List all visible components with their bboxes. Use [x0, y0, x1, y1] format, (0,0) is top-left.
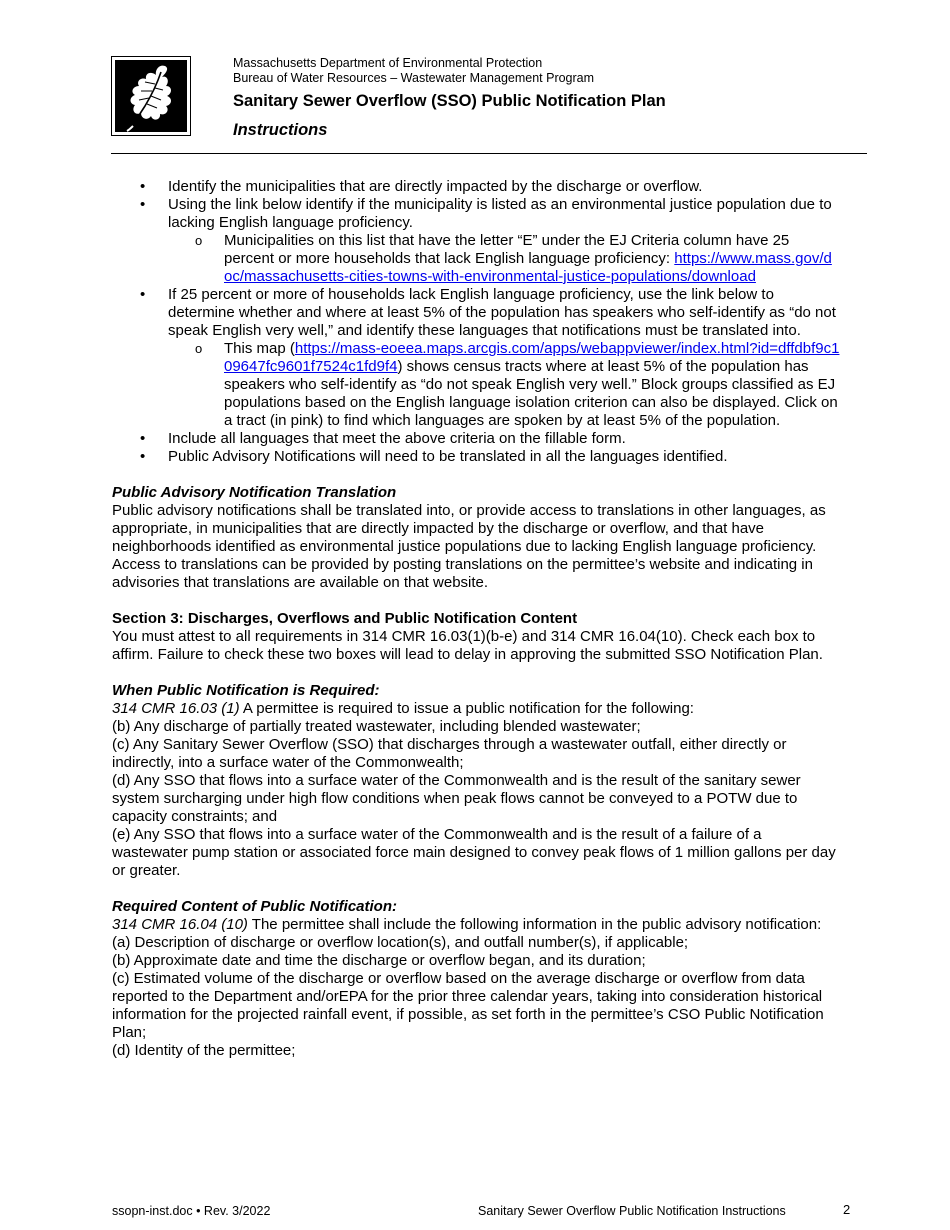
agency-info — [233, 56, 594, 85]
content-item: (b) Approximate date and time the discharge or overflow began, and its duration; — [112, 952, 646, 969]
agency-name: Massachusetts Department of Environmental Protection — [233, 56, 543, 70]
content-item: (c) Estimated volume of the discharge or overflow based on the average discharge or overflow from data reported to the Department and/orEPA for the prior three calendar years, taking into consideration historical information for the projected rainfall event, if possible, as set forth in the permittee’s CSO Public Notification Plan; — [112, 970, 824, 1041]
requirement-item: (d) Any SSO that flows into a surface water of the Commonwealth and is the result of the sanitary sewer system surcharging under high flow conditions when peak flows cannot be conveyed to a POTW due to capacity constraints; and — [112, 772, 801, 825]
section3-heading: Section 3: Discharges, Overflows and Public Notification Content — [112, 610, 578, 627]
regulation-citation: 314 CMR 16.03 (1) — [112, 700, 240, 717]
instruction-list — [112, 178, 840, 466]
requirement-item: (b) Any discharge of partially treated wastewater, including blended wastewater; — [112, 718, 641, 735]
list-item: • Include all languages that meet the above criteria on the fillable form. — [112, 430, 840, 448]
header-divider — [111, 153, 867, 154]
content-item: (d) Identity of the permittee; — [112, 1042, 296, 1059]
ej-municipalities-link[interactable]: https://www.mass.gov/doc/massachusetts-cities-towns-with-environmental-justice-populations/download — [224, 250, 832, 285]
translation-paragraph: Public advisory notifications shall be translated into, or provide access to translations in other languages, as appropriate, in municipalities that are directly impacted by the discharge or overflow, and that have neighborhoods identified as environmental justice populations due to lacking English language proficiency. Access to translations can be provided by posting translations on the permittee’s website and indicating in advisories that translations are available on that website. — [112, 502, 826, 591]
requirement-item: (c) Any Sanitary Sewer Overflow (SSO) that discharges through a wastewater outfall, either directly or indirectly, into a surface water of the Commonwealth; — [112, 736, 787, 771]
required-content-intro: 314 CMR 16.04 (10) The permittee shall include the following information in the public advisory notification: — [112, 916, 822, 933]
oak-leaf-logo-icon — [115, 60, 187, 132]
document-body — [112, 178, 840, 1060]
when-required-heading: When Public Notification is Required: — [112, 682, 380, 699]
list-item: • Identify the municipalities that are directly impacted by the discharge or overflow. — [112, 178, 840, 196]
sub-list — [168, 232, 840, 286]
section3-paragraph: You must attest to all requirements in 314 CMR 16.03(1)(b-e) and 314 CMR 16.04(10). Check each box to affirm. Failure to check these two boxes will lead to delay in approving the submitted SSO Notification Plan. — [112, 628, 823, 663]
regulation-citation: 314 CMR 16.04 (10) — [112, 916, 248, 933]
required-content-heading: Required Content of Public Notification: — [112, 898, 397, 915]
sub-list-item: o This map (https://mass-eoeea.maps.arcgis.com/apps/webappviewer/index.html?id=dffdbf9c109647fc9601f7524c1fd9f4) shows census tracts where at least 5% of the population has speakers who self-identify as “do not speak English very well.” Block groups classified as EJ populations based on the English language isolation criterion can also be displayed. Click on a tract (in pink) to find which languages are spoken by at least 5% of the population. — [168, 340, 840, 430]
translation-heading: Public Advisory Notification Translation — [112, 484, 397, 501]
list-item: • If 25 percent or more of households lack English language proficiency, use the link below to determine whether and where at least 5% of the population has speakers who self-identify as “do not speak English very well,” and identify these languages that notifications must be translated into. o This map (https://mass-eoeea.maps.arcgis.com/apps/webappviewer/index.html?id=dffdbf9c109647fc9601f7524c1fd9f4) shows census tracts where at least 5% of the population has speakers who self-identify as “do not speak English very well.” Block groups classified as EJ populations based on the English language isolation criterion can also be displayed. Click on a tract (in pink) to find which languages are spoken by at least 5% of the population. — [112, 286, 840, 430]
when-required-intro: 314 CMR 16.03 (1) A permittee is required to issue a public notification for the following: — [112, 700, 694, 717]
page-number: 2 — [843, 1202, 851, 1217]
massdep-logo — [111, 56, 191, 136]
footer-doc-id: ssopn-inst.doc • Rev. 3/2022 — [112, 1204, 271, 1218]
sub-list — [168, 340, 840, 430]
content-item: (a) Description of discharge or overflow location(s), and outfall number(s), if applicable; — [112, 934, 689, 951]
document-subtitle: Instructions — [233, 121, 328, 139]
footer-title: Sanitary Sewer Overflow Public Notification Instructions — [478, 1204, 786, 1218]
sub-list-item: o Municipalities on this list that have the letter “E” under the EJ Criteria column have 25 percent or more households that lack English language proficiency: https://www.mass.gov/doc/massachusetts-cities-towns-with-environmental-justice-populations/download — [168, 232, 840, 286]
list-item: • Public Advisory Notifications will need to be translated in all the languages identified. — [112, 448, 840, 466]
document-title: Sanitary Sewer Overflow (SSO) Public Notification Plan — [233, 92, 666, 110]
requirement-item: (e) Any SSO that flows into a surface water of the Commonwealth and is the result of a failure of a wastewater pump station or associated force main designed to convey peak flows of 1 million gallons per day or greater. — [112, 826, 836, 879]
bureau-name: Bureau of Water Resources – Wastewater Management Program — [233, 70, 595, 85]
ej-map-link[interactable]: https://mass-eoeea.maps.arcgis.com/apps/webappviewer/index.html?id=dffdbf9c109647fc9601f7524c1fd9f4 — [224, 340, 840, 375]
list-item: • Using the link below identify if the municipality is listed as an environmental justice population due to lacking English language proficiency. o Municipalities on this list that have the letter “E” under the EJ Criteria column have 25 percent or more households that lack English language proficiency: https://www.mass.gov/doc/massachusetts-cities-towns-with-environmental-justice-populations/download — [112, 196, 840, 286]
